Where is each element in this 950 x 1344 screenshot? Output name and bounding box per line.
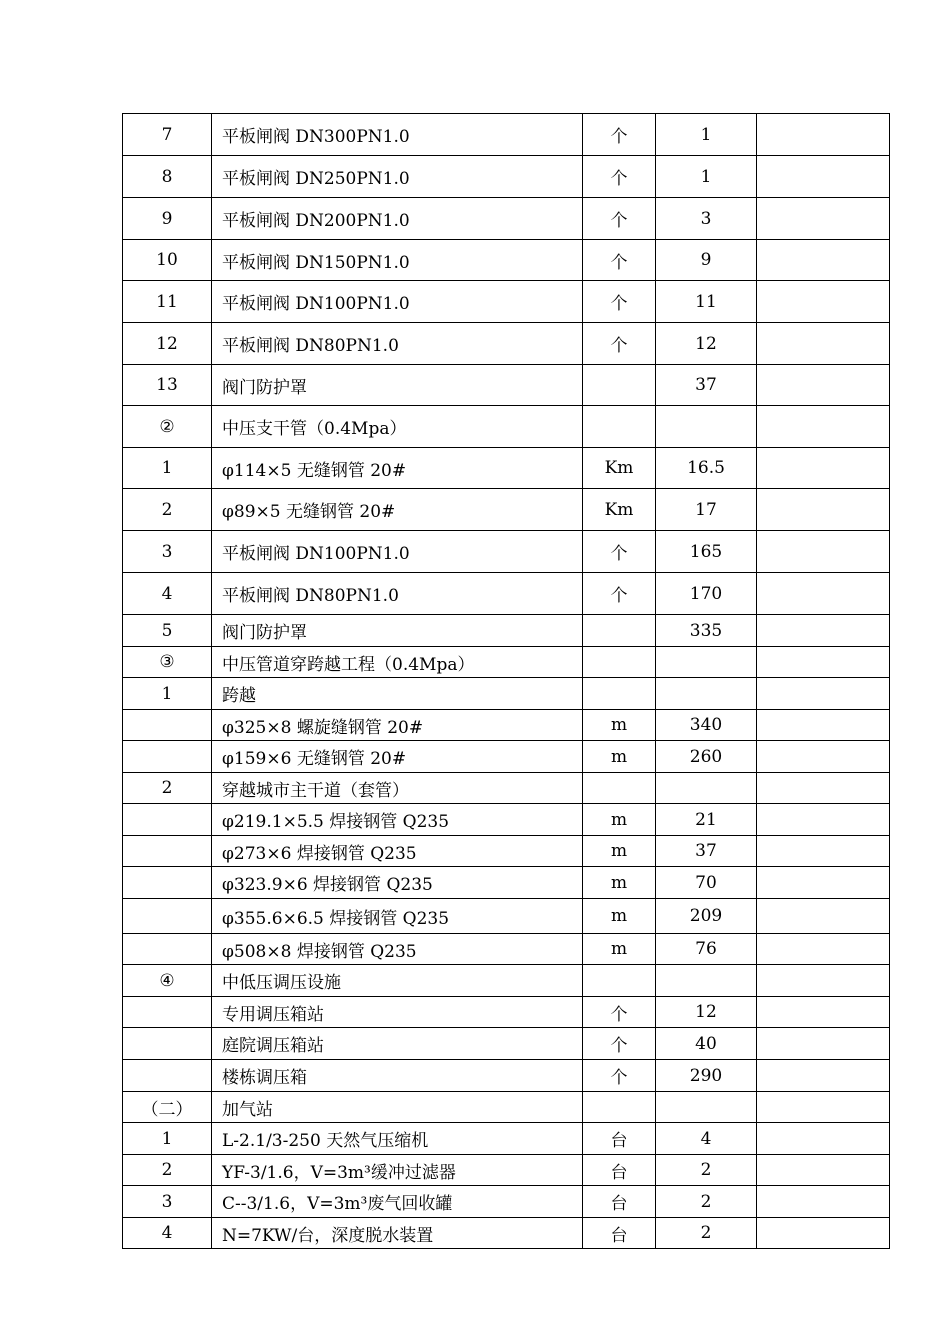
row-number-cell: 1 xyxy=(123,678,212,710)
table-row xyxy=(123,573,890,615)
table-row xyxy=(123,1028,890,1060)
table-row xyxy=(123,1060,890,1092)
unit-cell: 个 xyxy=(583,997,656,1028)
table-row xyxy=(123,678,890,710)
remarks-cell xyxy=(757,965,890,997)
quantity-cell xyxy=(656,647,757,678)
remarks-cell xyxy=(757,240,890,281)
table-row xyxy=(123,773,890,804)
item-name-cell: 专用调压箱站 xyxy=(212,997,583,1028)
remarks-cell xyxy=(757,573,890,615)
quantity-cell: 2 xyxy=(656,1155,757,1186)
row-number-cell xyxy=(123,997,212,1028)
quantity-cell: 21 xyxy=(656,804,757,836)
quantity-cell xyxy=(656,965,757,997)
row-number-cell xyxy=(123,1060,212,1092)
unit-cell: Km xyxy=(583,448,656,489)
row-number-cell xyxy=(123,899,212,934)
table-row xyxy=(123,406,890,448)
remarks-cell xyxy=(757,710,890,741)
quantity-cell xyxy=(656,773,757,804)
row-number-cell xyxy=(123,867,212,899)
row-number-cell: 5 xyxy=(123,615,212,647)
row-number-cell: 10 xyxy=(123,240,212,281)
quantity-cell: 4 xyxy=(656,1123,757,1155)
unit-cell: 个 xyxy=(583,240,656,281)
row-number-cell: ② xyxy=(123,406,212,448)
unit-cell: 个 xyxy=(583,323,656,365)
item-name-cell: 加气站 xyxy=(212,1092,583,1123)
unit-cell: 台 xyxy=(583,1218,656,1249)
unit-cell: 台 xyxy=(583,1186,656,1218)
quantity-cell: 2 xyxy=(656,1218,757,1249)
table-row xyxy=(123,365,890,406)
unit-cell xyxy=(583,615,656,647)
remarks-cell xyxy=(757,741,890,773)
item-name-cell: φ508×8 焊接钢管 Q235 xyxy=(212,934,583,965)
table-row xyxy=(123,489,890,531)
table-row xyxy=(123,240,890,281)
row-number-cell: 9 xyxy=(123,198,212,240)
quantity-cell: 11 xyxy=(656,281,757,323)
item-name-cell: YF-3/1.6，V=3m³缓冲过滤器 xyxy=(212,1155,583,1186)
unit-cell: m xyxy=(583,836,656,867)
item-name-cell: 阀门防护罩 xyxy=(212,365,583,406)
unit-cell: 个 xyxy=(583,281,656,323)
item-name-cell: φ355.6×6.5 焊接钢管 Q235 xyxy=(212,899,583,934)
unit-cell: m xyxy=(583,741,656,773)
table-row xyxy=(123,615,890,647)
row-number-cell: 3 xyxy=(123,531,212,573)
unit-cell: 个 xyxy=(583,573,656,615)
remarks-cell xyxy=(757,1218,890,1249)
remarks-cell xyxy=(757,1155,890,1186)
item-name-cell: φ273×6 焊接钢管 Q235 xyxy=(212,836,583,867)
remarks-cell xyxy=(757,489,890,531)
item-name-cell: φ323.9×6 焊接钢管 Q235 xyxy=(212,867,583,899)
quantity-cell: 3 xyxy=(656,198,757,240)
quantity-cell: 40 xyxy=(656,1028,757,1060)
row-number-cell: ④ xyxy=(123,965,212,997)
quantity-cell: 1 xyxy=(656,114,757,156)
row-number-cell: 1 xyxy=(123,1123,212,1155)
quantity-cell: 76 xyxy=(656,934,757,965)
item-name-cell: φ114×5 无缝钢管 20# xyxy=(212,448,583,489)
item-name-cell: 平板闸阀 DN80PN1.0 xyxy=(212,573,583,615)
remarks-cell xyxy=(757,804,890,836)
unit-cell xyxy=(583,1092,656,1123)
table-row xyxy=(123,156,890,198)
item-name-cell: φ325×8 螺旋缝钢管 20# xyxy=(212,710,583,741)
quantity-cell: 12 xyxy=(656,997,757,1028)
table-row xyxy=(123,1186,890,1218)
item-name-cell: 穿越城市主干道（套管） xyxy=(212,773,583,804)
item-name-cell: 中低压调压设施 xyxy=(212,965,583,997)
remarks-cell xyxy=(757,198,890,240)
item-name-cell: 平板闸阀 DN100PN1.0 xyxy=(212,281,583,323)
quantity-cell: 335 xyxy=(656,615,757,647)
table-body xyxy=(123,114,890,1249)
remarks-cell xyxy=(757,531,890,573)
quantity-cell: 37 xyxy=(656,365,757,406)
row-number-cell: ③ xyxy=(123,647,212,678)
table-row xyxy=(123,741,890,773)
remarks-cell xyxy=(757,1028,890,1060)
table-row xyxy=(123,281,890,323)
quantity-cell: 290 xyxy=(656,1060,757,1092)
table-row xyxy=(123,647,890,678)
remarks-cell xyxy=(757,678,890,710)
remarks-cell xyxy=(757,156,890,198)
item-name-cell: 楼栋调压箱 xyxy=(212,1060,583,1092)
row-number-cell: 8 xyxy=(123,156,212,198)
table-row xyxy=(123,710,890,741)
item-name-cell: φ159×6 无缝钢管 20# xyxy=(212,741,583,773)
item-name-cell: 平板闸阀 DN300PN1.0 xyxy=(212,114,583,156)
remarks-cell xyxy=(757,1092,890,1123)
remarks-cell xyxy=(757,448,890,489)
unit-cell: m xyxy=(583,899,656,934)
row-number-cell xyxy=(123,804,212,836)
table-row xyxy=(123,934,890,965)
table-row xyxy=(123,198,890,240)
item-name-cell: 平板闸阀 DN250PN1.0 xyxy=(212,156,583,198)
quantity-cell: 70 xyxy=(656,867,757,899)
quantity-cell: 17 xyxy=(656,489,757,531)
unit-cell: m xyxy=(583,867,656,899)
table-row xyxy=(123,531,890,573)
remarks-cell xyxy=(757,997,890,1028)
item-name-cell: 平板闸阀 DN80PN1.0 xyxy=(212,323,583,365)
remarks-cell xyxy=(757,647,890,678)
quantity-cell: 2 xyxy=(656,1186,757,1218)
quantity-cell: 1 xyxy=(656,156,757,198)
quantity-cell: 170 xyxy=(656,573,757,615)
unit-cell xyxy=(583,965,656,997)
remarks-cell xyxy=(757,406,890,448)
unit-cell: 个 xyxy=(583,531,656,573)
unit-cell: 个 xyxy=(583,156,656,198)
item-name-cell: 平板闸阀 DN100PN1.0 xyxy=(212,531,583,573)
unit-cell: Km xyxy=(583,489,656,531)
table-row xyxy=(123,1123,890,1155)
unit-cell: 台 xyxy=(583,1155,656,1186)
remarks-cell xyxy=(757,934,890,965)
table-row xyxy=(123,965,890,997)
quantity-cell: 9 xyxy=(656,240,757,281)
remarks-cell xyxy=(757,836,890,867)
row-number-cell xyxy=(123,934,212,965)
item-name-cell: L-2.1/3-250 天然气压缩机 xyxy=(212,1123,583,1155)
remarks-cell xyxy=(757,114,890,156)
row-number-cell xyxy=(123,710,212,741)
item-name-cell: φ89×5 无缝钢管 20# xyxy=(212,489,583,531)
unit-cell: 个 xyxy=(583,1028,656,1060)
row-number-cell: 7 xyxy=(123,114,212,156)
unit-cell: 个 xyxy=(583,114,656,156)
table-row xyxy=(123,997,890,1028)
unit-cell xyxy=(583,647,656,678)
item-name-cell: 中压支干管（0.4Mpa） xyxy=(212,406,583,448)
row-number-cell: 13 xyxy=(123,365,212,406)
remarks-cell xyxy=(757,773,890,804)
item-name-cell: 跨越 xyxy=(212,678,583,710)
remarks-cell xyxy=(757,1060,890,1092)
remarks-cell xyxy=(757,867,890,899)
unit-cell xyxy=(583,365,656,406)
quantity-cell: 209 xyxy=(656,899,757,934)
quantity-cell: 340 xyxy=(656,710,757,741)
row-number-cell: 2 xyxy=(123,489,212,531)
remarks-cell xyxy=(757,281,890,323)
remarks-cell xyxy=(757,615,890,647)
item-name-cell: 平板闸阀 DN150PN1.0 xyxy=(212,240,583,281)
table-row xyxy=(123,1155,890,1186)
quantity-cell: 16.5 xyxy=(656,448,757,489)
quantity-cell: 37 xyxy=(656,836,757,867)
remarks-cell xyxy=(757,1123,890,1155)
table-row xyxy=(123,1218,890,1249)
item-name-cell: 中压管道穿跨越工程（0.4Mpa） xyxy=(212,647,583,678)
row-number-cell: 2 xyxy=(123,1155,212,1186)
unit-cell: m xyxy=(583,934,656,965)
unit-cell xyxy=(583,773,656,804)
row-number-cell: 11 xyxy=(123,281,212,323)
table-row xyxy=(123,899,890,934)
item-name-cell: φ219.1×5.5 焊接钢管 Q235 xyxy=(212,804,583,836)
row-number-cell: 4 xyxy=(123,1218,212,1249)
table-row xyxy=(123,448,890,489)
quantity-cell: 12 xyxy=(656,323,757,365)
row-number-cell: 12 xyxy=(123,323,212,365)
remarks-cell xyxy=(757,365,890,406)
equipment-table xyxy=(122,113,890,1249)
remarks-cell xyxy=(757,1186,890,1218)
remarks-cell xyxy=(757,899,890,934)
row-number-cell xyxy=(123,836,212,867)
item-name-cell: N=7KW/台，深度脱水装置 xyxy=(212,1218,583,1249)
table-row xyxy=(123,114,890,156)
unit-cell: 个 xyxy=(583,198,656,240)
item-name-cell: 庭院调压箱站 xyxy=(212,1028,583,1060)
table-row xyxy=(123,323,890,365)
row-number-cell: （二） xyxy=(123,1092,212,1123)
unit-cell: 个 xyxy=(583,1060,656,1092)
item-name-cell: C--3/1.6，V=3m³废气回收罐 xyxy=(212,1186,583,1218)
item-name-cell: 阀门防护罩 xyxy=(212,615,583,647)
row-number-cell xyxy=(123,1028,212,1060)
unit-cell: 台 xyxy=(583,1123,656,1155)
unit-cell xyxy=(583,678,656,710)
row-number-cell: 1 xyxy=(123,448,212,489)
remarks-cell xyxy=(757,323,890,365)
quantity-cell xyxy=(656,678,757,710)
row-number-cell xyxy=(123,741,212,773)
quantity-cell: 165 xyxy=(656,531,757,573)
quantity-cell: 260 xyxy=(656,741,757,773)
unit-cell xyxy=(583,406,656,448)
row-number-cell: 3 xyxy=(123,1186,212,1218)
table-row xyxy=(123,804,890,836)
table-row xyxy=(123,1092,890,1123)
unit-cell: m xyxy=(583,804,656,836)
row-number-cell: 4 xyxy=(123,573,212,615)
item-name-cell: 平板闸阀 DN200PN1.0 xyxy=(212,198,583,240)
unit-cell: m xyxy=(583,710,656,741)
table-row xyxy=(123,867,890,899)
quantity-cell xyxy=(656,1092,757,1123)
table-row xyxy=(123,836,890,867)
quantity-cell xyxy=(656,406,757,448)
row-number-cell: 2 xyxy=(123,773,212,804)
